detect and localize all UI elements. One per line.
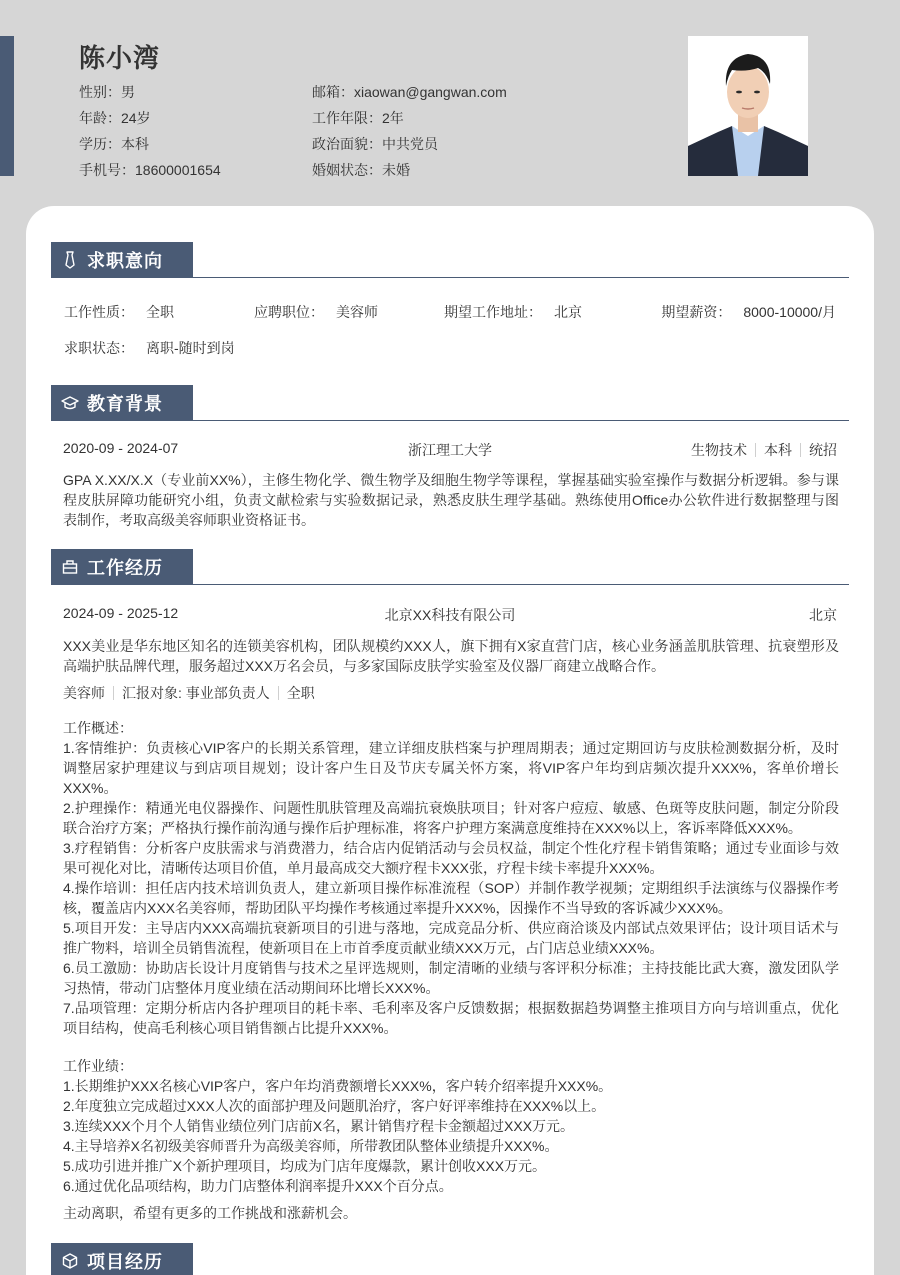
tie-icon xyxy=(61,251,79,269)
education-details xyxy=(691,440,837,460)
work-position: 美容师 xyxy=(63,685,105,701)
leave-reason: 主动离职，希望有更多的工作挑战和涨薪机会。 xyxy=(63,1205,357,1221)
work-job-type: 全职 xyxy=(286,685,315,701)
info-email: 邮箱：xiaowan@gangwan.com xyxy=(312,84,507,100)
education-major: 生物技术 xyxy=(691,442,747,458)
work-achievement-item: 2.年度独立完成超过XXX人次的面部护理及问题肌治疗，客户好评率维持在XXX%以上。 xyxy=(63,1098,606,1114)
work-summary-item: 6.员工激励：协助店长设计月度销售与技术之星评选规则，制定清晰的业绩与客评积分标准；主持技能比武大赛，激发团队学习热情，带动门店整体月度业绩在活动期间环比增长XXX%。 xyxy=(63,960,839,996)
section-tab-education xyxy=(51,385,193,421)
header-accent-bar xyxy=(0,36,14,176)
intent-row-1 xyxy=(64,302,844,322)
person-portrait-icon xyxy=(688,36,808,176)
work-achievement-item: 6.通过优化品项结构，助力门店整体利润率提升XXX个百分点。 xyxy=(63,1178,453,1194)
work-tags xyxy=(63,683,315,703)
work-summary-item: 3.疗程销售：分析客户皮肤需求与消费潜力，结合店内促销活动与会员权益，制定个性化疗程卡销售策略；通过专业面诊与效果可视化对比，清晰传达项目价值，单月最高成交大额疗程卡XXX张，疗程卡续卡率提升XXX%。 xyxy=(63,840,839,876)
education-description: GPA X.XX/X.X（专业前XX%），主修生物化学、微生物学及细胞生物学等课程，掌握基础实验室操作与数据分析逻辑。参与课程皮肤屏障功能研究小组，负责文献检索与实验数据记录，熟悉皮肤生理学基础。熟练使用Office办公软件进行数据整理与图表制作，考取高级美容师职业资格证书。 xyxy=(63,472,839,528)
work-location: 北京 xyxy=(809,607,837,623)
graduation-cap-icon xyxy=(61,394,79,412)
section-title-project: 项目经历 xyxy=(87,1252,163,1272)
info-education: 学历：本科 xyxy=(79,136,149,152)
intent-salary: 期望薪资： 8000-10000/月 xyxy=(661,304,836,320)
work-summary-item: 7.品项管理：定期分析店内各护理项目的耗卡率、毛利率及客户反馈数据；根据数据趋势调整主推项目方向与培训重点，优化项目结构，使高毛利核心项目销售额占比提升XXX%。 xyxy=(63,1000,839,1036)
section-tab-intent xyxy=(51,242,193,278)
education-period: 2020-09 - 2024-07 xyxy=(63,440,179,456)
intent-location: 期望工作地址： 北京 xyxy=(444,304,582,320)
info-political-status: 政治面貌：中共党员 xyxy=(312,136,438,152)
work-summary-item: 2.护理操作：精通光电仪器操作、问题性肌肤管理及高端抗衰焕肤项目；针对客户痘痘、敏感、色斑等皮肤问题，制定分阶段联合治疗方案；严格执行操作前沟通与操作后护理标准，将客户护理方案满意度维持在XXX%以上，客诉率降低XXX%。 xyxy=(63,800,839,836)
work-achievement-item: 3.连续XXX个月个人销售业绩位列门店前X名，累计销售疗程卡金额超过XXX万元。 xyxy=(63,1118,575,1134)
basic-info-right xyxy=(312,80,507,184)
work-meta-row xyxy=(63,605,837,625)
candidate-name: 陈小湾 xyxy=(79,43,161,73)
info-age: 年龄：24岁 xyxy=(79,110,151,126)
info-work-years: 工作年限：2年 xyxy=(312,110,404,126)
section-header-project xyxy=(51,1243,849,1275)
intent-position: 应聘职位： 美容师 xyxy=(254,304,378,320)
work-achievement-item: 1.长期维护XXX名核心VIP客户，客户年均消费额增长XXX%，客户转介绍率提升XXX%。 xyxy=(63,1078,613,1094)
profile-photo xyxy=(688,36,808,176)
work-summary-item: 1.客情维护：负责核心VIP客户的长期关系管理，建立详细皮肤档案与护理周期表；通过定期回访与皮肤检测数据分析，及时调整居家护理建议与到店项目规划；设计客户生日及节庆专属关怀方案，将VIP客户年均到店频次提升XXX%，客单价增长XXX%。 xyxy=(63,740,839,796)
education-school: 浙江理工大学 xyxy=(408,442,492,458)
info-marital-status: 婚姻状态：未婚 xyxy=(312,162,410,178)
divider xyxy=(113,686,114,700)
section-tab-work xyxy=(51,549,193,585)
education-type: 统招 xyxy=(809,442,837,458)
work-achievement-item: 4.主导培养X名初级美容师晋升为高级美容师，所带教团队整体业绩提升XXX%。 xyxy=(63,1138,559,1154)
work-summary-title: 工作概述： xyxy=(63,720,133,736)
divider xyxy=(278,686,279,700)
divider xyxy=(800,443,801,457)
work-summary-item: 5.项目开发：主导店内XXX高端抗衰新项目的引进与落地，完成竞品分析、供应商洽谈及内部试点效果评估；设计项目话术与推广物料，培训全员销售流程，使新项目在上市首季度贡献业绩XXX万元，占门店总业绩XXX%。 xyxy=(63,920,839,956)
work-summary xyxy=(63,718,839,1038)
section-tab-project xyxy=(51,1243,193,1275)
work-achievements xyxy=(63,1056,839,1196)
work-summary-item: 4.操作培训：担任店内技术培训负责人，建立新项目操作标准流程（SOP）并制作教学视频；定期组织手法演练与仪器操作考核，覆盖店内XXX名美容师，帮助团队平均操作考核通过率提升XXX%，因操作不当导致的客诉减少XXX%。 xyxy=(63,880,839,916)
info-phone: 手机号：18600001654 xyxy=(79,162,221,178)
info-gender: 性别：男 xyxy=(79,84,135,100)
section-title-education: 教育背景 xyxy=(87,394,163,414)
section-header-work xyxy=(51,549,849,585)
section-title-work: 工作经历 xyxy=(87,558,163,578)
work-period: 2024-09 - 2025-12 xyxy=(63,605,179,621)
section-title-intent: 求职意向 xyxy=(87,251,163,271)
basic-info-left xyxy=(79,80,221,184)
work-achievements-title: 工作业绩： xyxy=(63,1058,133,1074)
divider xyxy=(755,443,756,457)
work-achievement-item: 5.成功引进并推广X个新护理项目，均成为门店年度爆款，累计创收XXX万元。 xyxy=(63,1158,547,1174)
section-header-intent xyxy=(51,242,849,278)
section-header-education xyxy=(51,385,849,421)
education-degree: 本科 xyxy=(764,442,792,458)
briefcase-icon xyxy=(61,558,79,576)
intent-status: 求职状态： 离职-随时到岗 xyxy=(64,340,235,356)
education-meta-row xyxy=(63,440,837,460)
cube-icon xyxy=(61,1252,79,1270)
work-report-to: 汇报对象: 事业部负责人 xyxy=(122,685,270,701)
work-company: 北京XX科技有限公司 xyxy=(384,607,516,623)
intent-work-type: 工作性质： 全职 xyxy=(64,304,174,320)
company-intro: XXX美业是华东地区知名的连锁美容机构，团队规模约XXX人，旗下拥有X家直营门店，核心业务涵盖肌肤管理、抗衰塑形及高端护肤品牌代理，服务超过XXX万名会员，与多家国际皮肤学实验室及仪器厂商建立战略合作。 xyxy=(63,638,839,674)
resume-card xyxy=(26,206,874,1275)
